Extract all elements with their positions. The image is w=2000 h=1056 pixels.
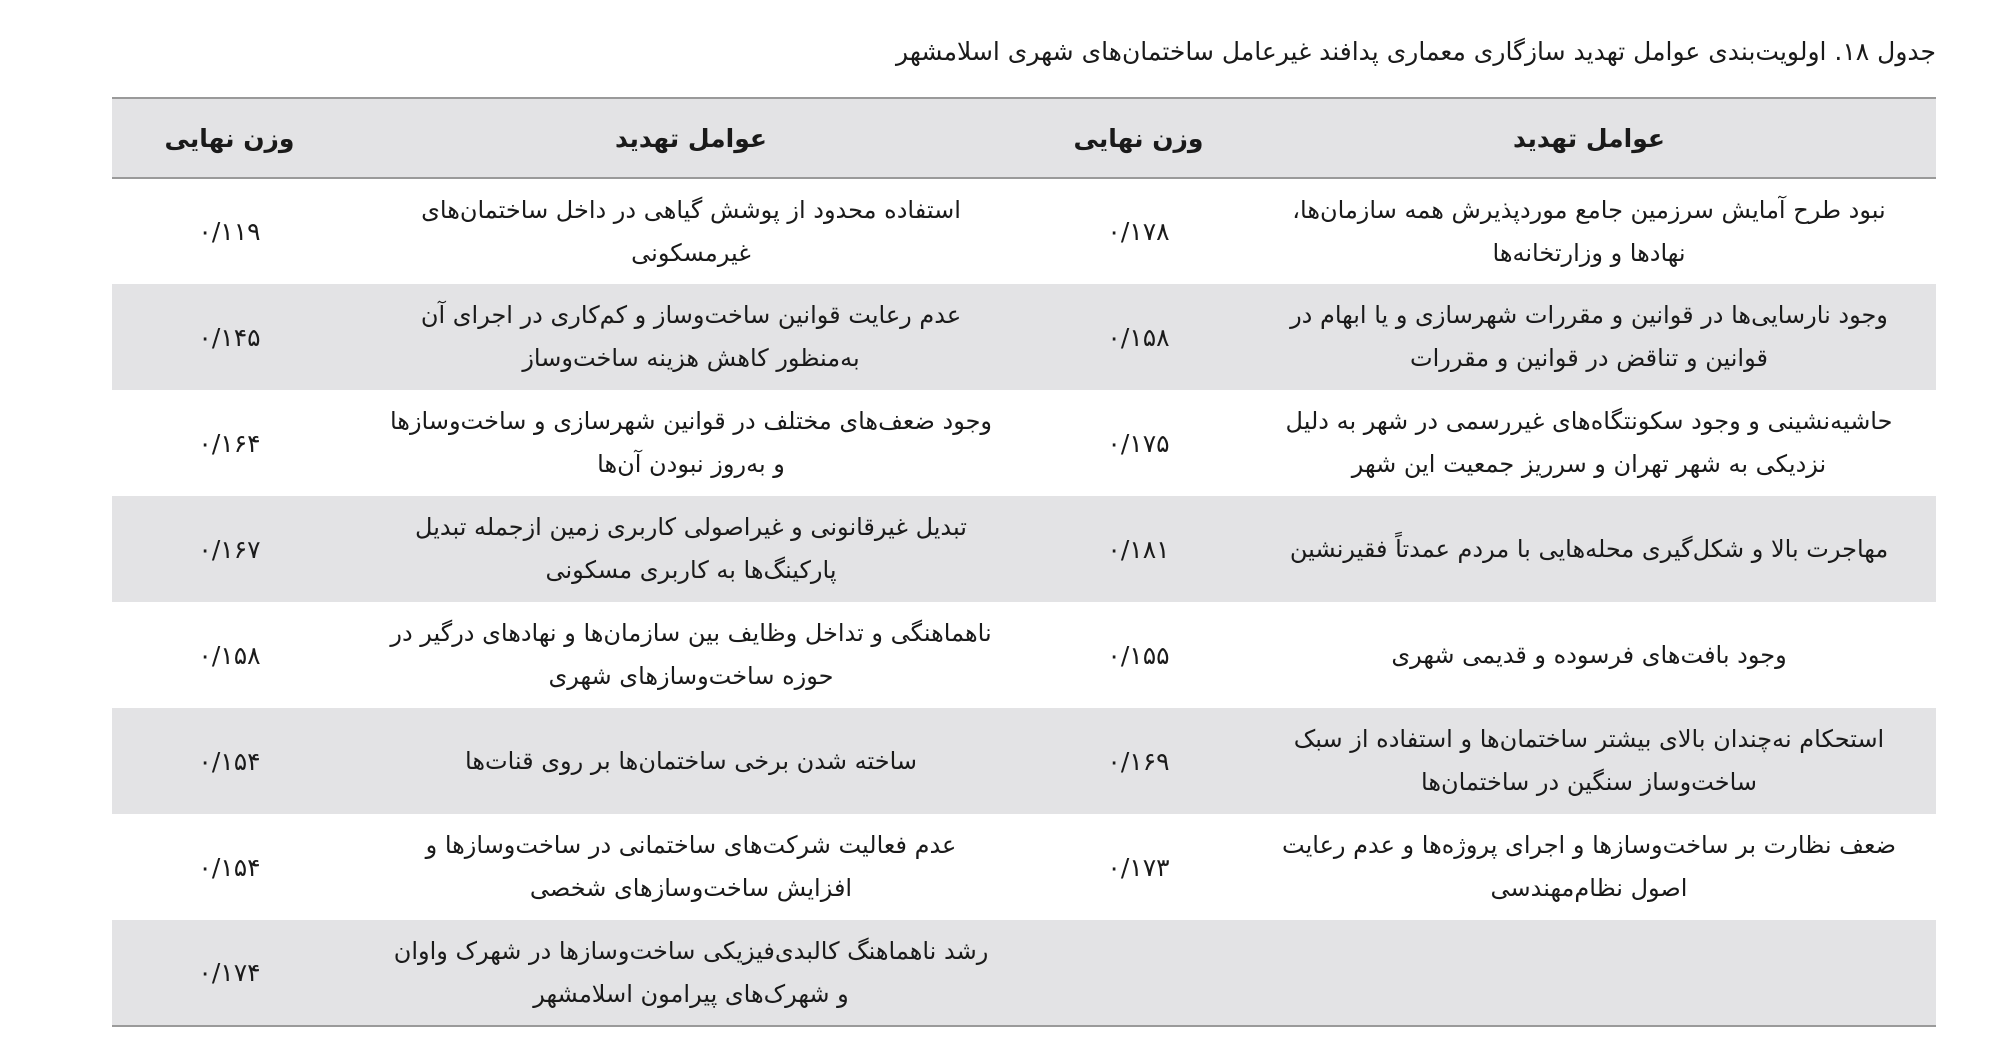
final-weight-cell: ۰/۱۱۹ — [198, 217, 261, 246]
threat-factor-cell: استفاده محدود از پوشش گیاهی در داخل ساختمان‌های غیرمسکونی — [421, 195, 961, 267]
header-final-weight-1: وزن نهایی — [1035, 98, 1242, 178]
threat-factor-cell: رشد ناهماهنگ کالبدی‌فیزیکی ساخت‌وسازها در شهرک واوان و شهرک‌های پیرامون اسلامشهر — [347, 920, 1035, 1026]
threat-factor-cell: وجود بافت‌های فرسوده و قدیمی شهری — [1391, 640, 1787, 669]
final-weight-cell: ۰/۱۸۱ — [1107, 534, 1170, 564]
table-row — [112, 284, 1936, 390]
table-row — [112, 708, 1936, 814]
table-row — [112, 920, 1936, 1026]
final-weight-cell: ۰/۱۶۹ — [1107, 746, 1170, 776]
final-weight-cell: ۰/۱۷۴ — [112, 920, 347, 1026]
threat-factor-cell: حاشیه‌نشینی و وجود سکونتگاه‌های غیررسمی در شهر به دلیل نزدیکی به شهر تهران و سرریز جمعیت این شهر — [1285, 407, 1893, 478]
threat-factors-table — [112, 97, 1936, 1027]
threat-factor-cell: استحکام نه‌چندان بالای بیشتر ساختمان‌ها و استفاده از سبک ساخت‌وساز سنگین در ساختمان‌ها — [1293, 725, 1885, 796]
final-weight-cell: ۰/۱۵۴ — [198, 852, 261, 882]
final-weight-cell: ۰/۱۵۴ — [198, 746, 261, 776]
table-caption: جدول ۱۸. اولویت‌بندی عوامل تهدید سازگاری معماری پدافند غیرعامل ساختمان‌های شهری اسلامشهر — [896, 37, 1936, 66]
header-threat-factors-2: عوامل تهدید — [347, 98, 1035, 178]
table-row — [112, 178, 1936, 284]
table-header-row — [112, 98, 1936, 178]
final-weight-cell: ۰/۱۵۸ — [1107, 322, 1170, 352]
threat-factor-cell: تبدیل غیرقانونی و غیراصولی کاربری زمین ازجمله تبدیل پارکینگ‌ها به کاربری مسکونی — [415, 513, 967, 584]
final-weight-cell: ۰/۱۷۳ — [1107, 852, 1170, 882]
threat-factors-table-container — [112, 97, 1936, 1027]
header-threat-factors-1: عوامل تهدید — [1242, 98, 1936, 178]
threat-factor-cell: ساخته شدن برخی ساختمان‌ها بر روی قنات‌ها — [465, 746, 917, 775]
table-row — [112, 496, 1936, 602]
table-row — [112, 814, 1936, 920]
table-row — [112, 390, 1936, 496]
final-weight-cell — [1035, 920, 1242, 1026]
final-weight-cell: ۰/۱۷۵ — [1107, 428, 1170, 458]
final-weight-cell: ۰/۱۵۵ — [1107, 640, 1170, 670]
header-final-weight-2: وزن نهایی — [112, 98, 347, 178]
final-weight-cell: ۰/۱۵۸ — [198, 640, 261, 670]
final-weight-cell: ۰/۱۶۷ — [198, 534, 261, 564]
threat-factor-cell: عدم رعایت قوانین ساخت‌وساز و کم‌کاری در اجرای آن به‌منظور کاهش هزینه ساخت‌وساز — [420, 301, 962, 372]
threat-factor-cell — [1242, 920, 1936, 1026]
table-row — [112, 602, 1936, 708]
threat-factor-cell: وجود نارسایی‌ها در قوانین و مقررات شهرسازی و یا ابهام در قوانین و تناقض در قوانین و مقررات — [1290, 301, 1888, 372]
threat-factor-cell: ناهماهنگی و تداخل وظایف بین سازمان‌ها و نهادهای درگیر در حوزه ساخت‌وسازهای شهری — [390, 619, 992, 690]
threat-factor-cell: ضعف نظارت بر ساخت‌وسازها و اجرای پروژه‌ها و عدم رعایت اصول نظام‌مهندسی — [1282, 831, 1896, 902]
threat-factor-cell: مهاجرت بالا و شکل‌گیری محله‌هایی با مردم عمدتاً فقیرنشین — [1289, 534, 1889, 563]
final-weight-cell: ۰/۱۴۵ — [198, 322, 261, 352]
final-weight-cell: ۰/۱۶۴ — [198, 428, 261, 458]
threat-factor-cell: وجود ضعف‌های مختلف در قوانین شهرسازی و ساخت‌وسازها و به‌روز نبودن آن‌ها — [389, 407, 993, 478]
final-weight-cell: ۰/۱۷۸ — [1107, 217, 1170, 246]
threat-factor-cell: نبود طرح آمایش سرزمین جامع موردپذیرش همه سازمان‌ها، نهادها و وزارتخانه‌ها — [1292, 195, 1886, 267]
threat-factor-cell: عدم فعالیت شرکت‌های ساختمانی در ساخت‌وسازها و افزایش ساخت‌وسازهای شخصی — [425, 831, 957, 902]
